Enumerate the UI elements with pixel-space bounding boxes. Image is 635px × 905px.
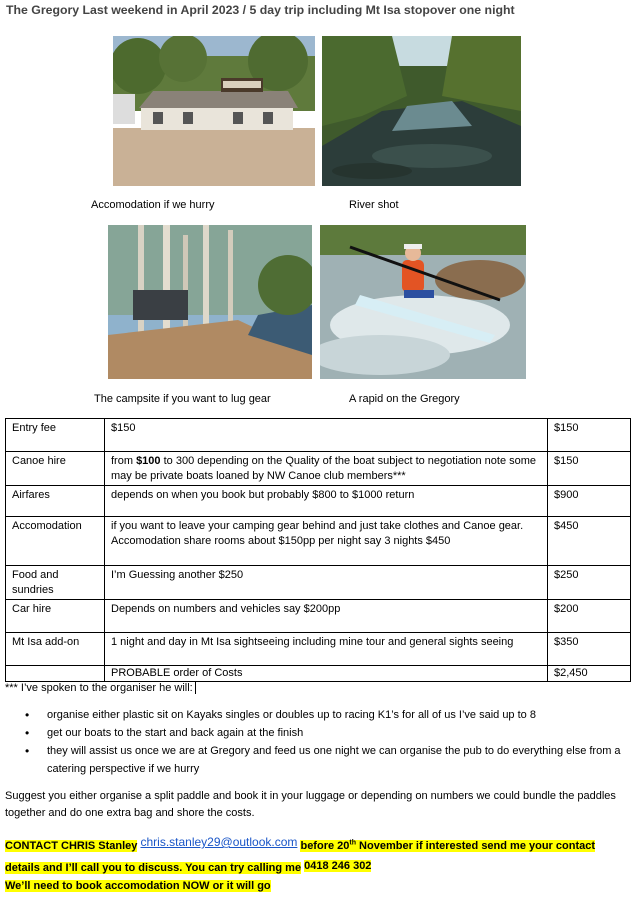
photo-caption-river: River shot <box>349 199 399 211</box>
list-item: • organise either plastic sit on Kayaks singles or doubles up to racing K1’s for all of us I’ve said up to 8 <box>25 706 625 724</box>
cost-item: Mt Isa add-on <box>6 633 105 666</box>
booking-notice: We’ll need to book accomodation NOW or it will go <box>5 880 271 892</box>
table-row <box>6 566 631 600</box>
cost-description: $150 <box>105 419 548 452</box>
text-cursor <box>195 682 196 694</box>
table-row <box>6 633 631 666</box>
campsite-photo <box>108 225 312 379</box>
contact-text: November if interested send me your contact details and I’ll call you to discuss. You can try calling me <box>5 840 596 874</box>
contact-lead: CONTACT CHRIS Stanley <box>5 840 138 852</box>
organiser-note-text: *** I’ve spoken to the organiser he will: <box>5 682 193 694</box>
contact-paragraph <box>5 832 630 878</box>
cost-amount: $250 <box>548 566 631 600</box>
organiser-note <box>5 682 196 694</box>
cost-amount: $900 <box>548 486 631 517</box>
cost-item: Accomodation <box>6 517 105 566</box>
list-item: • they will assist us once we are at Gregory and feed us one night we can organise the pub to do everything else from a catering perspective if we hurry <box>25 742 625 778</box>
cost-item: Entry fee <box>6 419 105 452</box>
ordinal-suffix: th <box>349 839 356 847</box>
cost-total-amount: $2,450 <box>548 666 631 682</box>
cost-item: Food and sundries <box>6 566 105 600</box>
document-title: The Gregory Last weekend in April 2023 / 5 day trip including Mt Isa stopover one night <box>6 3 515 17</box>
photo-caption-accomodation: Accomodation if we hurry <box>91 199 215 211</box>
paddle-paragraph: Suggest you either organise a split paddle and book it in your luggage or depending on numbers we could bundle the paddles together and do one extra bag and shore the costs. <box>5 790 616 819</box>
cost-item <box>6 666 105 682</box>
cost-amount: $150 <box>548 452 631 486</box>
desc-bold-value: $100 <box>136 455 161 467</box>
email-link[interactable]: chris.stanley29@outlook.com <box>140 835 298 849</box>
organiser-list <box>25 706 625 778</box>
cost-table <box>5 418 631 682</box>
river-photo <box>322 36 521 186</box>
cost-amount: $350 <box>548 633 631 666</box>
list-item: • get our boats to the start and back again at the finish <box>25 724 625 742</box>
cost-amount: $150 <box>548 419 631 452</box>
cost-description: if you want to leave your camping gear behind and just take clothes and Canoe gear. Accomodation share rooms about $150pp per night say 3 nights $450 <box>105 517 548 566</box>
cost-item: Canoe hire <box>6 452 105 486</box>
cost-description: Depends on numbers and vehicles say $200pp <box>105 600 548 633</box>
table-row-total <box>6 666 631 682</box>
cost-amount: $200 <box>548 600 631 633</box>
photo-caption-campsite: The campsite if you want to lug gear <box>94 393 271 405</box>
contact-text: before 20 <box>300 840 350 852</box>
table-row <box>6 486 631 517</box>
table-row <box>6 517 631 566</box>
cost-amount: $450 <box>548 517 631 566</box>
photo-caption-rapid: A rapid on the Gregory <box>349 393 460 405</box>
table-row <box>6 600 631 633</box>
cost-description <box>105 452 548 486</box>
cost-item: Car hire <box>6 600 105 633</box>
table-row <box>6 419 631 452</box>
cost-description: 1 night and day in Mt Isa sightseeing including mine tour and general sights seeing <box>105 633 548 666</box>
cost-total-label: PROBABLE order of Costs <box>105 666 548 682</box>
cost-description: I’m Guessing another $250 <box>105 566 548 600</box>
phone-number: 0418 246 302 <box>304 860 372 872</box>
cost-item: Airfares <box>6 486 105 517</box>
desc-text: to 300 depending on the Quality of the boat subject to negotiation note some may be private boats loaned by NW Canoe club members*** <box>111 455 537 482</box>
kayak-rapid-photo <box>320 225 526 379</box>
desc-text: from <box>111 455 137 467</box>
table-row <box>6 452 631 486</box>
cost-description: depends on when you book but probably $800 to $1000 return <box>105 486 548 517</box>
pub-building-photo <box>113 36 315 186</box>
